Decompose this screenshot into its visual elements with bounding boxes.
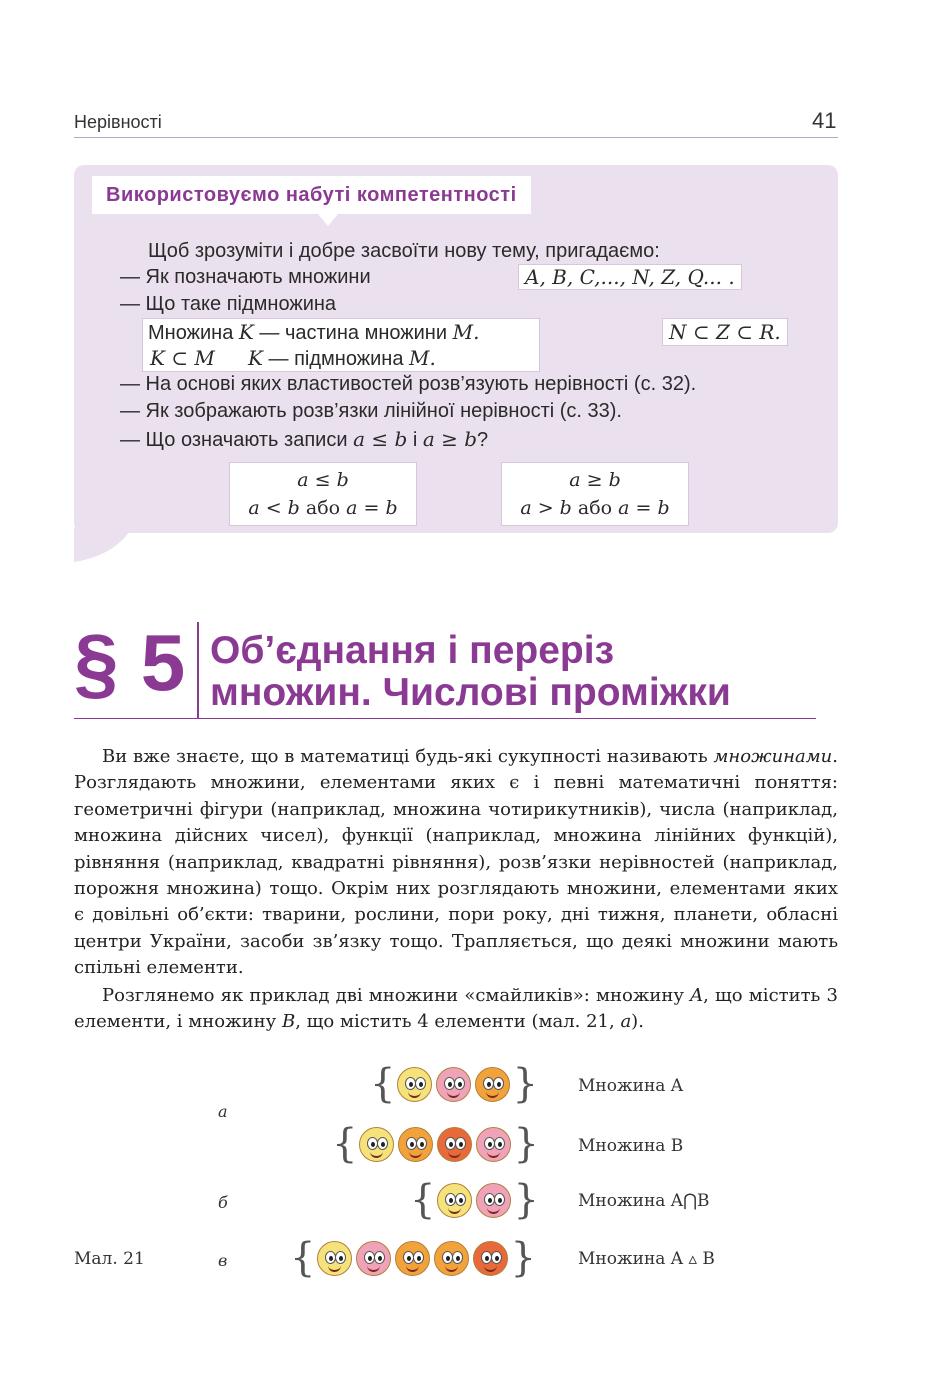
- smiley-pink-icon: [476, 1127, 511, 1162]
- smiley-orange-icon: [398, 1127, 433, 1162]
- subset-line-2: [150, 346, 436, 371]
- question-3: — На основі яких властивостей розв’язують нерівності (с. 32).: [120, 373, 697, 395]
- paragraph-1-text-a: Ви вже знаєте, що в математиці будь-які сукупності називають: [102, 746, 714, 767]
- label-symdiff: Множина A ▵ B: [578, 1249, 715, 1269]
- smiley-red-icon: [437, 1127, 472, 1162]
- question-2: — Що таке підмножина: [120, 293, 337, 315]
- smiley-yellow-icon: [317, 1241, 352, 1276]
- cell-leq: [229, 462, 417, 526]
- cell-leq-or: або: [305, 497, 341, 519]
- right-brace: }: [513, 1177, 539, 1223]
- cell-leq-top: a ≤ b: [297, 469, 349, 491]
- smiley-yellow-icon: [437, 1183, 472, 1218]
- label-intersection: Множина A⋂B: [578, 1191, 710, 1211]
- paragraph-2-text-c: , що містить 4 елементи (мал. 21,: [295, 1011, 621, 1033]
- paragraph-2-text-d: ).: [631, 1011, 644, 1033]
- intersection-row: [410, 1177, 539, 1223]
- cell-geq: [501, 462, 689, 526]
- smiley-pink-icon: [436, 1067, 471, 1102]
- question-5-math-1: a ≤ b: [353, 427, 408, 451]
- section-title-line-1: Об’єднання і переріз: [210, 629, 614, 672]
- label-set-A: Множина A: [578, 1076, 684, 1096]
- cell-leq-bottom: [230, 497, 416, 519]
- smiley-red-icon: [473, 1241, 508, 1276]
- section-title-line-2: множин. Числові проміжки: [210, 671, 731, 714]
- left-brace: {: [370, 1061, 396, 1107]
- cell-geq-or: або: [577, 497, 613, 519]
- subset-notation: K ⊂ M: [150, 346, 215, 370]
- page-number: 41: [812, 108, 837, 133]
- paragraph-2-text-b: , що містить 3 елементи, і множину: [74, 985, 838, 1033]
- section-number: § 5: [74, 618, 186, 707]
- symdiff-row: [290, 1235, 536, 1281]
- right-brace: }: [510, 1235, 536, 1281]
- left-brace: {: [290, 1235, 316, 1281]
- badge-pointer: [318, 214, 338, 226]
- smiley-pink-icon: [476, 1183, 511, 1218]
- left-brace: {: [410, 1177, 436, 1223]
- cell-geq-top: a ≥ b: [569, 469, 621, 491]
- smiley-orange-icon: [434, 1241, 469, 1276]
- cell-leq-eq: a = b: [346, 497, 398, 519]
- question-5-text: — Що означають записи: [120, 429, 348, 451]
- header-rule: [74, 137, 838, 138]
- figure-letter-a: а: [218, 1102, 228, 1121]
- figure-letter-v: в: [218, 1251, 228, 1270]
- smiley-orange-icon: [395, 1241, 430, 1276]
- question-1: — Як позначають множини: [120, 266, 371, 288]
- section-rule: [74, 718, 816, 719]
- speech-tail: [74, 528, 144, 568]
- competence-badge-text: Використовуємо набуті компетентності: [106, 183, 517, 206]
- set-A-row: [370, 1061, 538, 1107]
- intro-text: Щоб зрозуміти і добре засвоїти нову тему, пригадаємо:: [148, 240, 660, 262]
- set-notation-box: A, B, C,..., N, Z, Q... .: [518, 264, 742, 290]
- subset-K-2: K: [248, 346, 263, 370]
- subset-K: K: [238, 320, 254, 344]
- subset-M-2: M.: [409, 346, 436, 370]
- paragraph-2-text-a: Розглянемо як приклад дві множини «смайликів»: множину: [102, 985, 691, 1006]
- cell-geq-bottom: [502, 497, 688, 519]
- right-brace: }: [512, 1061, 538, 1107]
- cell-leq-lt: a < b: [248, 497, 300, 519]
- paragraph-1-italic: множинами: [713, 746, 833, 767]
- section-title: [210, 630, 731, 714]
- running-header-title: Нерівності: [74, 112, 162, 132]
- smiley-yellow-icon: [397, 1067, 432, 1102]
- subset-line-1: [148, 320, 479, 345]
- paragraph-2-A: A: [690, 985, 704, 1006]
- set-B-row: [332, 1121, 539, 1167]
- paragraph-2-a: а: [620, 1011, 632, 1033]
- paragraph-1: [74, 744, 838, 982]
- paragraph-2-B: B: [281, 1011, 296, 1033]
- label-set-B: Множина B: [578, 1136, 684, 1156]
- paragraph-1-text-b: . Розглядають множини, елементами яких є і певні математичні поняття: геометричні фігури (наприклад, множина чотирикутників), числа (наприклад, множина дійсних чисел), функції (наприклад, множина лінійних функцій), рівняння (наприклад, квадратні рівняння), розв’язки нерівностей (наприклад, порожня множина) тощо. Окрім них розглядають множини, елементами яких є довільні об’єкти: тварини, рослини, пори року, дні тижня, планети, обласні центри України, засоби зв’язку тощо. Трапляється, що деякі множини мають спільні елементи.: [74, 746, 838, 979]
- section-divider: [197, 622, 199, 718]
- smiley-orange-icon: [475, 1067, 510, 1102]
- left-brace: {: [332, 1121, 358, 1167]
- paragraph-2: [74, 983, 838, 1036]
- question-5: [120, 427, 488, 452]
- competence-badge: [92, 176, 531, 214]
- subset-text-2: — частина множини: [259, 322, 448, 344]
- question-5-math-2: a ≥ b: [422, 427, 478, 451]
- question-5-and: і: [412, 429, 418, 451]
- smiley-yellow-icon: [359, 1127, 394, 1162]
- right-brace: }: [513, 1121, 539, 1167]
- subset-text: Множина: [148, 322, 234, 344]
- figure-caption: Мал. 21: [74, 1249, 145, 1269]
- smiley-pink-icon: [356, 1241, 391, 1276]
- figure-letter-b: б: [218, 1193, 228, 1212]
- question-5-mark: ?: [477, 429, 489, 451]
- subset-text-3: — підмножина: [268, 348, 404, 370]
- subset-M: M.: [452, 320, 480, 344]
- number-sets-chain: N ⊂ Z ⊂ R.: [662, 318, 788, 346]
- question-4: — Як зображають розв’язки лінійної нерівності (с. 33).: [120, 400, 622, 422]
- cell-geq-eq: a = b: [618, 497, 670, 519]
- cell-geq-gt: a > b: [520, 497, 572, 519]
